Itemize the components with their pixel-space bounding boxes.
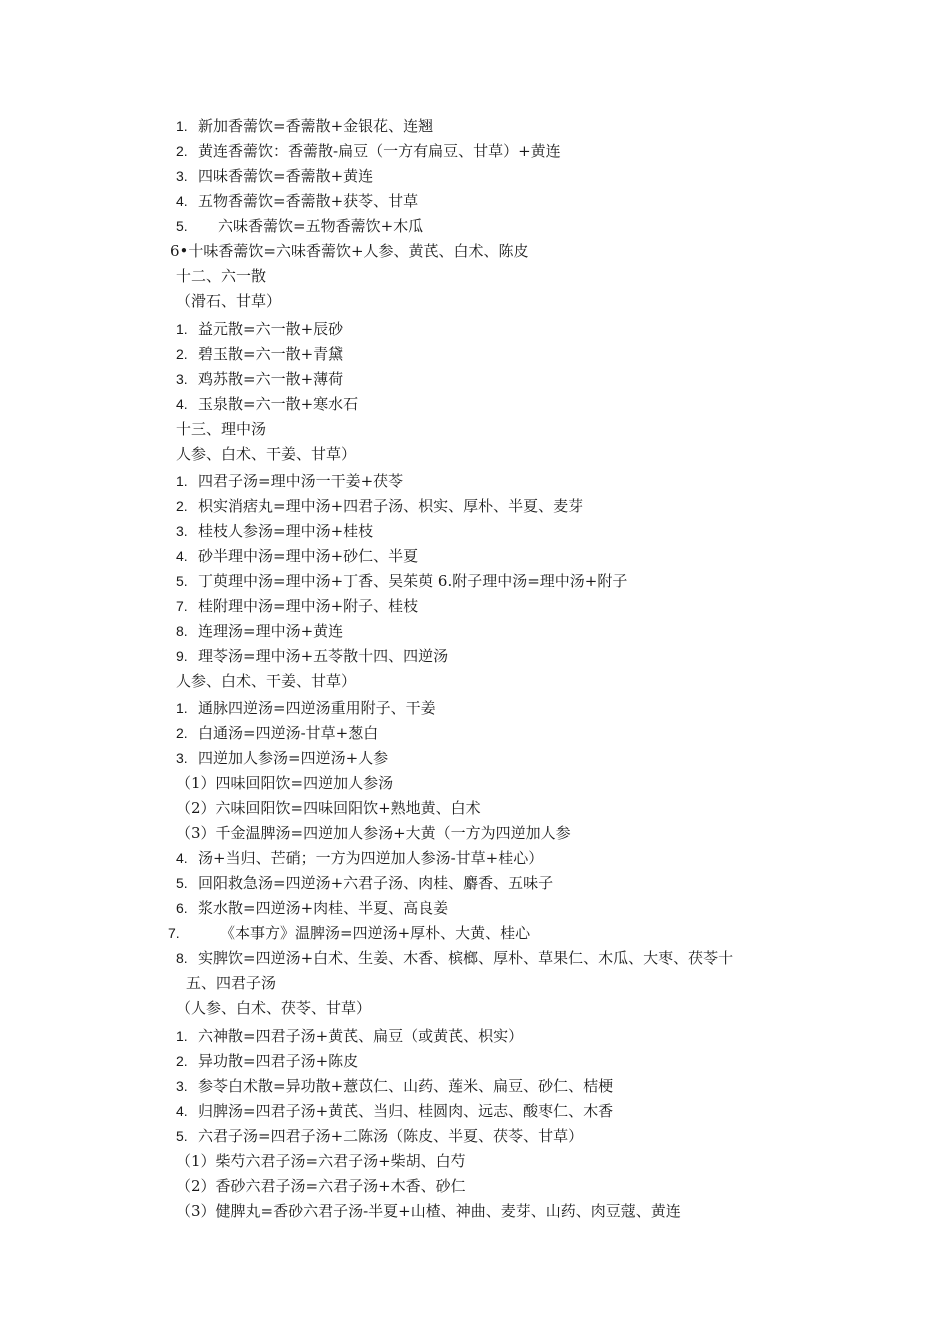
list-number: 3. [176, 750, 188, 766]
list-number: 3. [176, 168, 188, 184]
line-text: （2）六味回阳饮=四味回阳饮+熟地黄、白术 [176, 799, 481, 817]
list-number: 9. [176, 648, 188, 664]
line-text: （人参、白术、茯苓、甘草） [176, 999, 372, 1017]
line-text: 人参、白术、干姜、甘草） [176, 672, 357, 690]
line-text: 理苓汤=理中汤+五苓散十四、四逆汤 [198, 647, 449, 665]
list-number: 2. [176, 498, 188, 514]
list-number: 3. [176, 371, 188, 387]
list-number: 4. [176, 1103, 188, 1119]
list-number: 1. [176, 321, 188, 337]
line-text: 六君子汤=四君子汤+二陈汤（陈皮、半夏、茯苓、甘草） [198, 1127, 584, 1145]
list-number: 4. [176, 850, 188, 866]
list-number: 7. [176, 598, 188, 614]
line-text: 连理汤=理中汤+黄连 [198, 622, 344, 640]
line-text: 十三、理中汤 [176, 420, 267, 438]
list-number: 8. [176, 950, 188, 966]
line-text: （滑石、甘草） [176, 292, 282, 310]
line-text: （1）四味回阳饮=四逆加人参汤 [176, 774, 394, 792]
list-number: 4. [176, 548, 188, 564]
line-text: （1）柴芍六君子汤=六君子汤+柴胡、白芍 [176, 1152, 466, 1170]
list-number: 1. [176, 700, 188, 716]
line-text: 四逆加人参汤=四逆汤+人参 [198, 749, 389, 767]
list-number: 3. [176, 523, 188, 539]
line-text: （2）香砂六君子汤=六君子汤+木香、砂仁 [176, 1177, 466, 1195]
list-number: 6. [176, 900, 188, 916]
line-text: 碧玉散=六一散+青黛 [198, 345, 344, 363]
list-number: 5. [176, 1128, 188, 1144]
list-number: 7. [168, 925, 180, 941]
list-number: 5. [176, 875, 188, 891]
line-text: （3）千金温脾汤=四逆加人参汤+大黄（一方为四逆加人参 [176, 824, 571, 842]
list-number: 2. [176, 346, 188, 362]
list-number: 1. [176, 1028, 188, 1044]
list-number: 8. [176, 623, 188, 639]
list-number: 5. [176, 573, 188, 589]
line-text: 枳实消痞丸=理中汤+四君子汤、枳实、厚朴、半夏、麦芽 [198, 497, 584, 515]
line-text: 异功散=四君子汤+陈皮 [198, 1052, 359, 1070]
list-number: 2. [176, 1053, 188, 1069]
line-text: 浆水散=四逆汤+肉桂、半夏、高良姜 [198, 899, 449, 917]
list-number: 1. [176, 118, 188, 134]
line-text: 益元散=六一散+辰砂 [198, 320, 344, 338]
line-text: 6•十味香薷饮=六味香薷饮+人参、黄芪、白术、陈皮 [170, 242, 529, 260]
line-text: 丁萸理中汤=理中汤+丁香、吴茱萸 6.附子理中汤=理中汤+附子 [198, 572, 628, 590]
line-text: 新加香薷饮=香薷散+金银花、连翘 [198, 117, 434, 135]
list-number: 2. [176, 143, 188, 159]
line-text: 四味香薷饮=香薷散+黄连 [198, 167, 374, 185]
line-text: 归脾汤=四君子汤+黄芪、当归、桂圆肉、远志、酸枣仁、木香 [198, 1102, 614, 1120]
line-text: 桂附理中汤=理中汤+附子、桂枝 [198, 597, 419, 615]
line-text: 白通汤=四逆汤-甘草+葱白 [198, 724, 379, 742]
line-text: 汤+当归、芒硝；一方为四逆加人参汤-甘草+桂心） [198, 849, 544, 867]
line-text: 六味香薷饮=五物香薷饮+木瓜 [218, 217, 424, 235]
line-text: 《本事方》温脾汤=四逆汤+厚朴、大黄、桂心 [220, 924, 531, 942]
line-text: 通脉四逆汤=四逆汤重用附子、干姜 [198, 699, 436, 717]
line-text: 五、四君子汤 [186, 974, 277, 992]
list-number: 4. [176, 396, 188, 412]
line-text: 十二、六一散 [176, 267, 267, 285]
list-number: 3. [176, 1078, 188, 1094]
line-text: 砂半理中汤=理中汤+砂仁、半夏 [198, 547, 419, 565]
line-text: 鸡苏散=六一散+薄荷 [198, 370, 344, 388]
line-text: 四君子汤=理中汤一干姜+茯苓 [198, 472, 404, 490]
line-text: 玉泉散=六一散+寒水石 [198, 395, 359, 413]
list-number: 2. [176, 725, 188, 741]
line-text: 六神散=四君子汤+黄芪、扁豆（或黄芪、枳实） [198, 1027, 524, 1045]
line-text: 桂枝人参汤=理中汤+桂枝 [198, 522, 374, 540]
line-text: 五物香薷饮=香薷散+获苓、甘草 [198, 192, 419, 210]
list-number: 5. [176, 218, 188, 234]
line-text: （3）健脾丸=香砂六君子汤-半夏+山楂、神曲、麦芽、山药、肉豆蔻、黄连 [176, 1202, 681, 1220]
list-number: 1. [176, 473, 188, 489]
line-text: 人参、白术、干姜、甘草） [176, 445, 357, 463]
list-number: 4. [176, 193, 188, 209]
line-text: 实脾饮=四逆汤+白术、生姜、木香、槟榔、厚朴、草果仁、木瓜、大枣、茯苓十 [198, 949, 734, 967]
line-text: 参苓白术散=异功散+薏苡仁、山药、莲米、扁豆、砂仁、桔梗 [198, 1077, 614, 1095]
line-text: 黄连香薷饮：香薷散-扁豆（一方有扁豆、甘草）+黄连 [198, 142, 561, 160]
line-text: 回阳救急汤=四逆汤+六君子汤、肉桂、麝香、五味子 [198, 874, 554, 892]
